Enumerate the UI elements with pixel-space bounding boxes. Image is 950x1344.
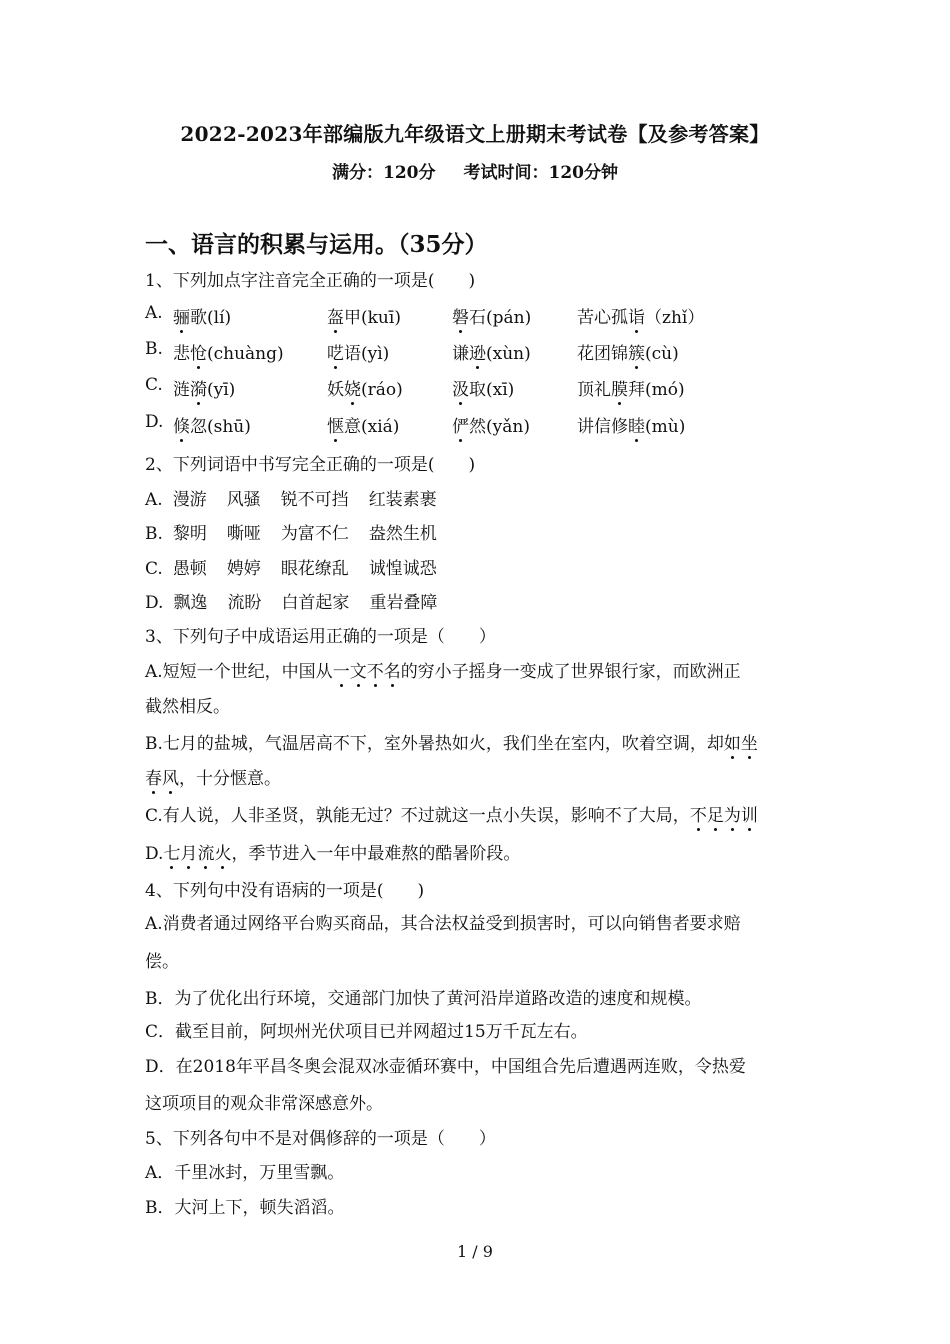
- q3-option-a: A.短短一个世纪，中国从一文不名的穷小子摇身一变成了世界银行家，而欧洲正: [145, 657, 741, 682]
- dotted-char: 倏: [173, 412, 190, 437]
- dotted-char: 诣: [628, 303, 645, 328]
- q4-option-d-cont: 这项项目的观众非常深感意外。: [145, 1094, 383, 1114]
- pinyin-item: 妖娆(ráo): [327, 375, 403, 400]
- pinyin-item: 涟漪(yī): [173, 375, 235, 400]
- q3-option-a-cont: 截然相反。: [145, 697, 230, 717]
- q5-stem: 5、下列各句中不是对偶修辞的一项是（ ）: [145, 1129, 496, 1149]
- dotted-char: 逊: [469, 339, 486, 364]
- pinyin-item: 盔甲(kuī): [327, 303, 401, 328]
- dotted-char: 骊: [173, 303, 190, 328]
- word: 诚惶诚恐: [368, 559, 437, 579]
- q4-option-a-cont: 偿。: [145, 952, 179, 972]
- q2-stem: 2、下列词语中书写完全正确的一项是( ): [145, 455, 476, 475]
- dotted-char: 膜: [611, 375, 628, 400]
- dotted-char: 怆: [190, 339, 207, 364]
- pinyin-item: 磐石(pán): [452, 303, 531, 328]
- pinyin-item: 俨然(yǎn): [452, 412, 530, 437]
- dotted-char: 盔: [327, 303, 344, 328]
- dotted-char: 娆: [344, 375, 361, 400]
- dotted-char: 呓: [327, 339, 344, 364]
- word: 锐不可挡: [280, 490, 349, 510]
- q3-option-b-cont: 春风，十分惬意。: [145, 764, 281, 789]
- dotted-char: 漪: [190, 375, 207, 400]
- q4-option-a: A.消费者通过网络平台购买商品，其合法权益受到损害时，可以向销售者要求赔: [145, 914, 741, 934]
- word: 眼花缭乱: [280, 559, 349, 579]
- q3-option-b: B.七月的盐城，气温居高不下，室外暑热如火，我们坐在室内，吹着空调，却如坐: [145, 729, 758, 754]
- q1-stem: 1、下列加点字注音完全正确的一项是( ): [145, 271, 476, 291]
- dotted-idiom: 不足为训: [690, 806, 758, 826]
- word: 飘逸: [173, 593, 208, 613]
- pinyin-item: 倏忽(shū): [173, 412, 251, 437]
- exam-title: 2022-2023年部编版九年级语文上册期末考试卷【及参考答案】: [180, 122, 770, 146]
- pinyin-item: 呓语(yì): [327, 339, 389, 364]
- pinyin-item: 惬意(xiá): [327, 412, 399, 437]
- word: 流盼: [227, 593, 262, 613]
- option-label: D.: [145, 412, 164, 432]
- q5-option-b: B．大河上下，顿失滔滔。: [145, 1198, 345, 1218]
- pinyin-item: 悲怆(chuàng): [173, 339, 284, 364]
- option-label: A.: [145, 303, 163, 323]
- dotted-idiom: 春风: [145, 769, 179, 789]
- section-heading: 一、语言的积累与运用。（35分）: [145, 231, 488, 258]
- q2-option: A. 漫游 风骚 锐不可挡 红装素裹: [145, 485, 457, 510]
- dotted-idiom: 如坐: [724, 734, 758, 754]
- exam-time: 考试时间：120分钟: [463, 163, 618, 183]
- q4-option-b: B．为了优化出行环境，交通部门加快了黄河沿岸道路改造的速度和规模。: [145, 989, 702, 1009]
- word: 白首起家: [281, 593, 350, 613]
- q4-stem: 4、下列句中没有语病的一项是( ): [145, 881, 425, 901]
- word: 重岩叠障: [369, 593, 438, 613]
- pinyin-item: 顶礼膜拜(mó): [577, 375, 685, 400]
- word: 红装素裹: [368, 490, 437, 510]
- q3-option-c: C.有人说，人非圣贤，孰能无过？不过就这一点小失误，影响不了大局，不足为训: [145, 801, 758, 826]
- pinyin-item: 苦心孤诣（zhǐ）: [577, 303, 704, 328]
- dotted-char: 簇: [628, 339, 645, 364]
- pinyin-item: 谦逊(xùn): [452, 339, 531, 364]
- q2-option: C. 愚顿 娉婷 眼花缭乱 诚惶诚恐: [145, 554, 457, 579]
- dotted-char: 汲: [452, 375, 469, 400]
- word: 漫游: [172, 490, 207, 510]
- q4-option-c: C．截至目前，阿坝州光伏项目已并网超过15万千瓦左右。: [145, 1022, 588, 1042]
- q3-option-d: D.七月流火，季节进入一年中最难熬的酷暑阶段。: [145, 839, 520, 864]
- word: 盎然生机: [368, 524, 437, 544]
- pinyin-item: 讲信修睦(mù): [577, 412, 685, 437]
- pinyin-item: 花团锦簇(cù): [577, 339, 679, 364]
- option-label: C.: [145, 375, 163, 395]
- pinyin-item: 汲取(xī): [452, 375, 514, 400]
- exam-subtitle: [0, 158, 950, 183]
- page-number: 1 / 9: [457, 1242, 493, 1261]
- word: 嘶哑: [226, 524, 261, 544]
- pinyin-item: 骊歌(lí): [173, 303, 231, 328]
- word: 娉婷: [226, 559, 261, 579]
- q5-option-a: A．千里冰封，万里雪飘。: [145, 1163, 345, 1183]
- q4-option-d: D．在2018年平昌冬奥会混双冰壶循环赛中，中国组合先后遭遇两连败，令热爱: [145, 1057, 746, 1077]
- q2-option: D. 飘逸 流盼 白首起家 重岩叠障: [145, 588, 457, 613]
- dotted-char: 惬: [327, 412, 344, 437]
- word: 愚顿: [172, 559, 207, 579]
- word: 风骚: [226, 490, 261, 510]
- dotted-char: 俨: [452, 412, 469, 437]
- word: 为富不仁: [280, 524, 349, 544]
- dotted-char: 睦: [628, 412, 645, 437]
- option-label: B.: [145, 339, 163, 359]
- full-score: 满分：120分: [332, 163, 436, 183]
- q3-stem: 3、下列句子中成语运用正确的一项是（ ）: [145, 627, 496, 647]
- q2-option: B. 黎明 嘶哑 为富不仁 盎然生机: [145, 519, 457, 544]
- dotted-idiom: 一文不名: [333, 662, 401, 682]
- dotted-char: 磐: [452, 303, 469, 328]
- word: 黎明: [172, 524, 207, 544]
- dotted-idiom: 七月流火: [163, 844, 231, 864]
